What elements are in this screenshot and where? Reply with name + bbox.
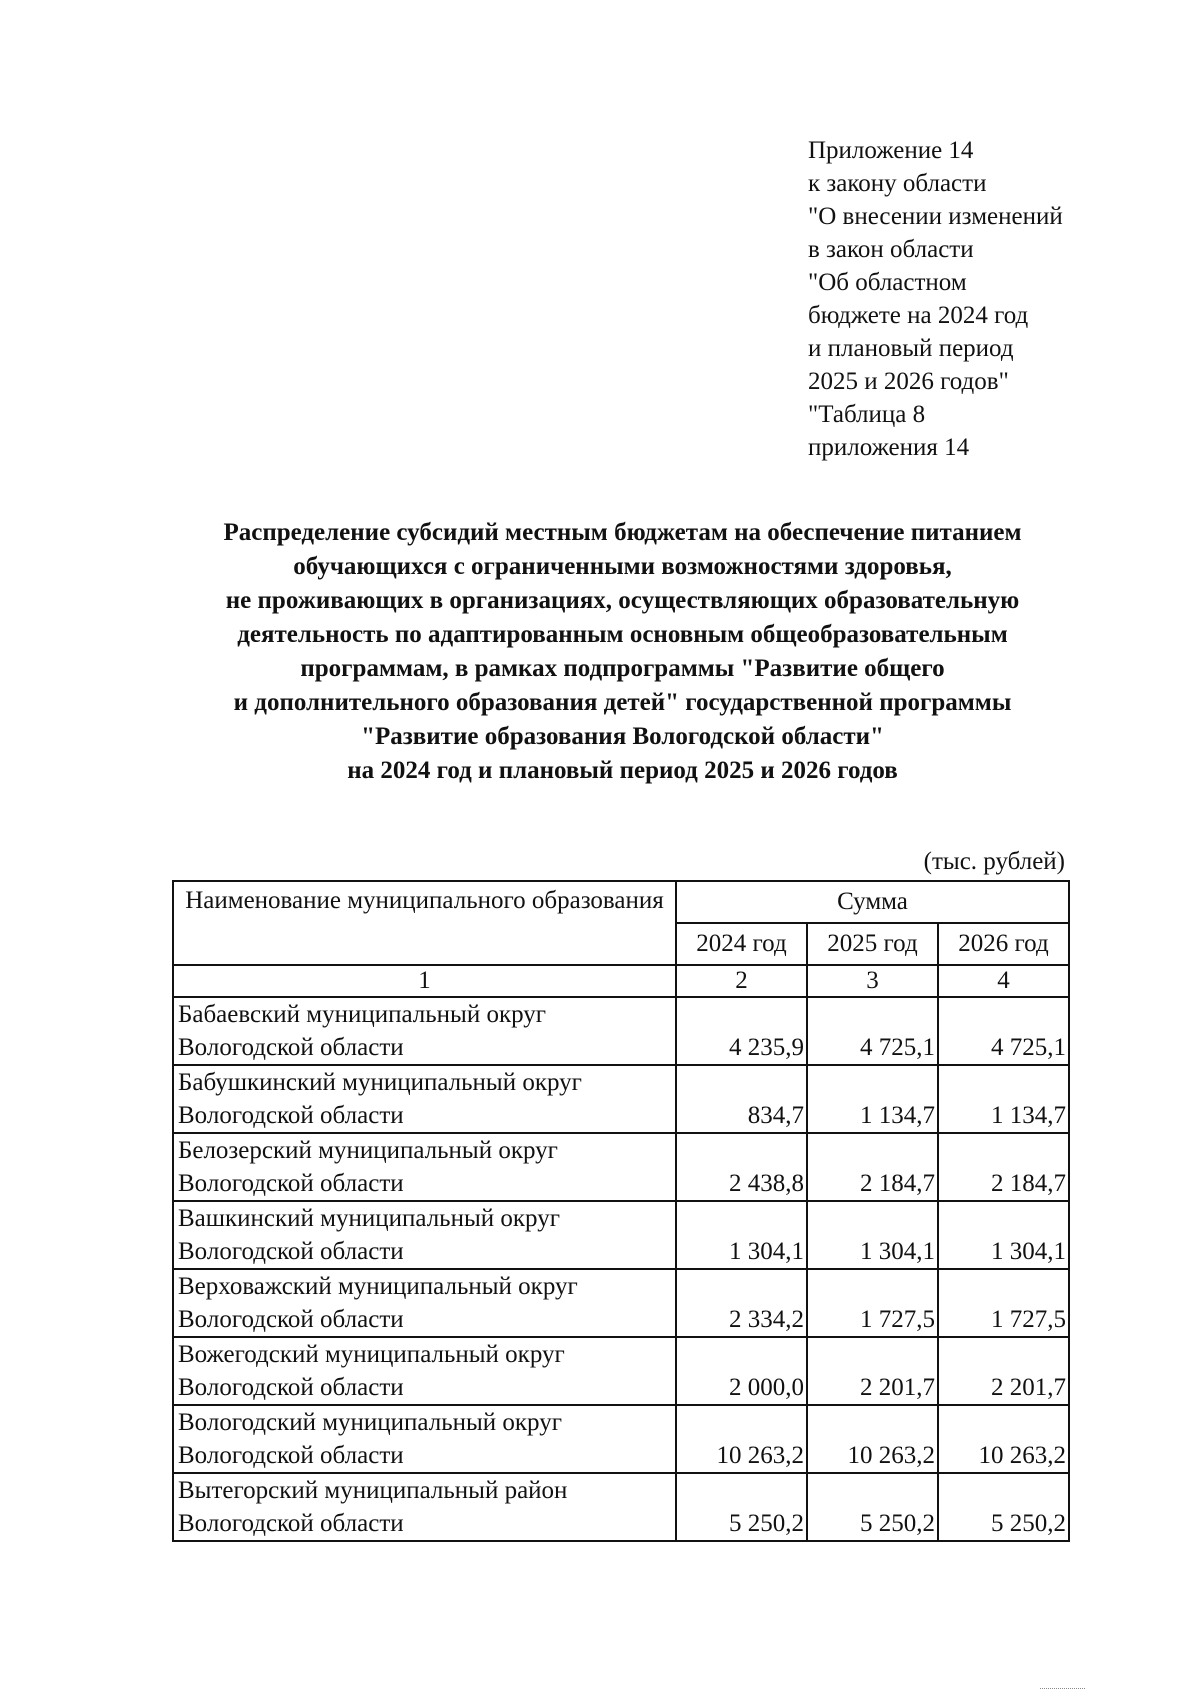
amount-2025: 1 304,1: [807, 1201, 938, 1269]
amount-2024: 1 304,1: [676, 1201, 807, 1269]
table-row: [173, 1337, 1069, 1405]
table-row: [173, 1201, 1069, 1269]
amount-2025: 4 725,1: [807, 997, 938, 1065]
title-line: на 2024 год и плановый период 2025 и 2026 годов: [347, 757, 898, 784]
municipality-name: Белозерский муниципальный округ Вологодской области: [173, 1133, 676, 1201]
header-year-2024: 2024 год: [676, 923, 807, 965]
appendix-note: [808, 134, 1148, 464]
amount-2025: 1 727,5: [807, 1269, 938, 1337]
title-line: программам, в рамках подпрограммы "Развитие общего: [300, 655, 945, 682]
title-line: "Развитие образования Вологодской области": [361, 723, 884, 750]
municipality-name: Бабушкинский муниципальный округ Вологодской области: [173, 1065, 676, 1133]
amount-2026: 2 184,7: [938, 1133, 1069, 1201]
title-line: и дополнительного образования детей" государственной программы: [233, 689, 1012, 716]
header-year-2025: 2025 год: [807, 923, 938, 965]
amount-2024: 10 263,2: [676, 1405, 807, 1473]
amount-2026: 10 263,2: [938, 1405, 1069, 1473]
amount-2024: 834,7: [676, 1065, 807, 1133]
amount-2024: 5 250,2: [676, 1473, 807, 1541]
column-number: 3: [807, 965, 938, 997]
amount-2026: 4 725,1: [938, 997, 1069, 1065]
amount-2024: 4 235,9: [676, 997, 807, 1065]
table-row: [173, 1269, 1069, 1337]
amount-2024: 2 000,0: [676, 1337, 807, 1405]
appendix-line: Приложение 14: [808, 137, 974, 164]
header-sum: Сумма: [676, 881, 1069, 923]
amount-2025: 5 250,2: [807, 1473, 938, 1541]
appendix-line: "О внесении изменений: [808, 203, 1063, 230]
amount-2025: 1 134,7: [807, 1065, 938, 1133]
appendix-line: 2025 и 2026 годов": [808, 368, 1009, 395]
amount-2024: 2 438,8: [676, 1133, 807, 1201]
column-number: 1: [173, 965, 676, 997]
municipality-name: Бабаевский муниципальный округ Вологодской области: [173, 997, 676, 1065]
amount-2025: 10 263,2: [807, 1405, 938, 1473]
column-number: 2: [676, 965, 807, 997]
document-title: [150, 516, 1095, 788]
title-line: деятельность по адаптированным основным общеобразовательным: [237, 621, 1008, 648]
amount-2026: 5 250,2: [938, 1473, 1069, 1541]
amount-2026: 2 201,7: [938, 1337, 1069, 1405]
table-row: [173, 1065, 1069, 1133]
amount-2026: 1 134,7: [938, 1065, 1069, 1133]
table-row: [173, 997, 1069, 1065]
appendix-line: в закон области: [808, 236, 974, 263]
header-municipality: Наименование муниципального образования: [173, 881, 676, 965]
title-line: не проживающих в организациях, осуществляющих образовательную: [225, 587, 1020, 614]
title-line: Распределение субсидий местным бюджетам на обеспечение питанием: [223, 519, 1022, 546]
municipality-name: Вытегорский муниципальный район Вологодской области: [173, 1473, 676, 1541]
appendix-line: "Об областном: [808, 269, 967, 296]
appendix-line: "Таблица 8: [808, 401, 926, 428]
amount-2024: 2 334,2: [676, 1269, 807, 1337]
municipality-name: Вашкинский муниципальный округ Вологодской области: [173, 1201, 676, 1269]
amount-2026: 1 727,5: [938, 1269, 1069, 1337]
amount-2025: 2 184,7: [807, 1133, 938, 1201]
appendix-line: бюджете на 2024 год: [808, 302, 1029, 329]
municipality-name: Верховажский муниципальный округ Вологодской области: [173, 1269, 676, 1337]
column-number: 4: [938, 965, 1069, 997]
header-year-2026: 2026 год: [938, 923, 1069, 965]
municipality-name: Вожегодский муниципальный округ Вологодской области: [173, 1337, 676, 1405]
appendix-line: и плановый период: [808, 335, 1014, 362]
table-row: [173, 1133, 1069, 1201]
subsidy-table: [172, 880, 1070, 1542]
amount-2026: 1 304,1: [938, 1201, 1069, 1269]
municipality-name: Вологодский муниципальный округ Вологодской области: [173, 1405, 676, 1473]
appendix-line: к закону области: [808, 170, 987, 197]
table-row: [173, 1405, 1069, 1473]
amount-2025: 2 201,7: [807, 1337, 938, 1405]
units-label: (тыс. рублей): [923, 848, 1065, 875]
title-line: обучающихся с ограниченными возможностями здоровья,: [293, 553, 952, 580]
appendix-line: приложения 14: [808, 434, 970, 461]
table-row: [173, 1473, 1069, 1541]
